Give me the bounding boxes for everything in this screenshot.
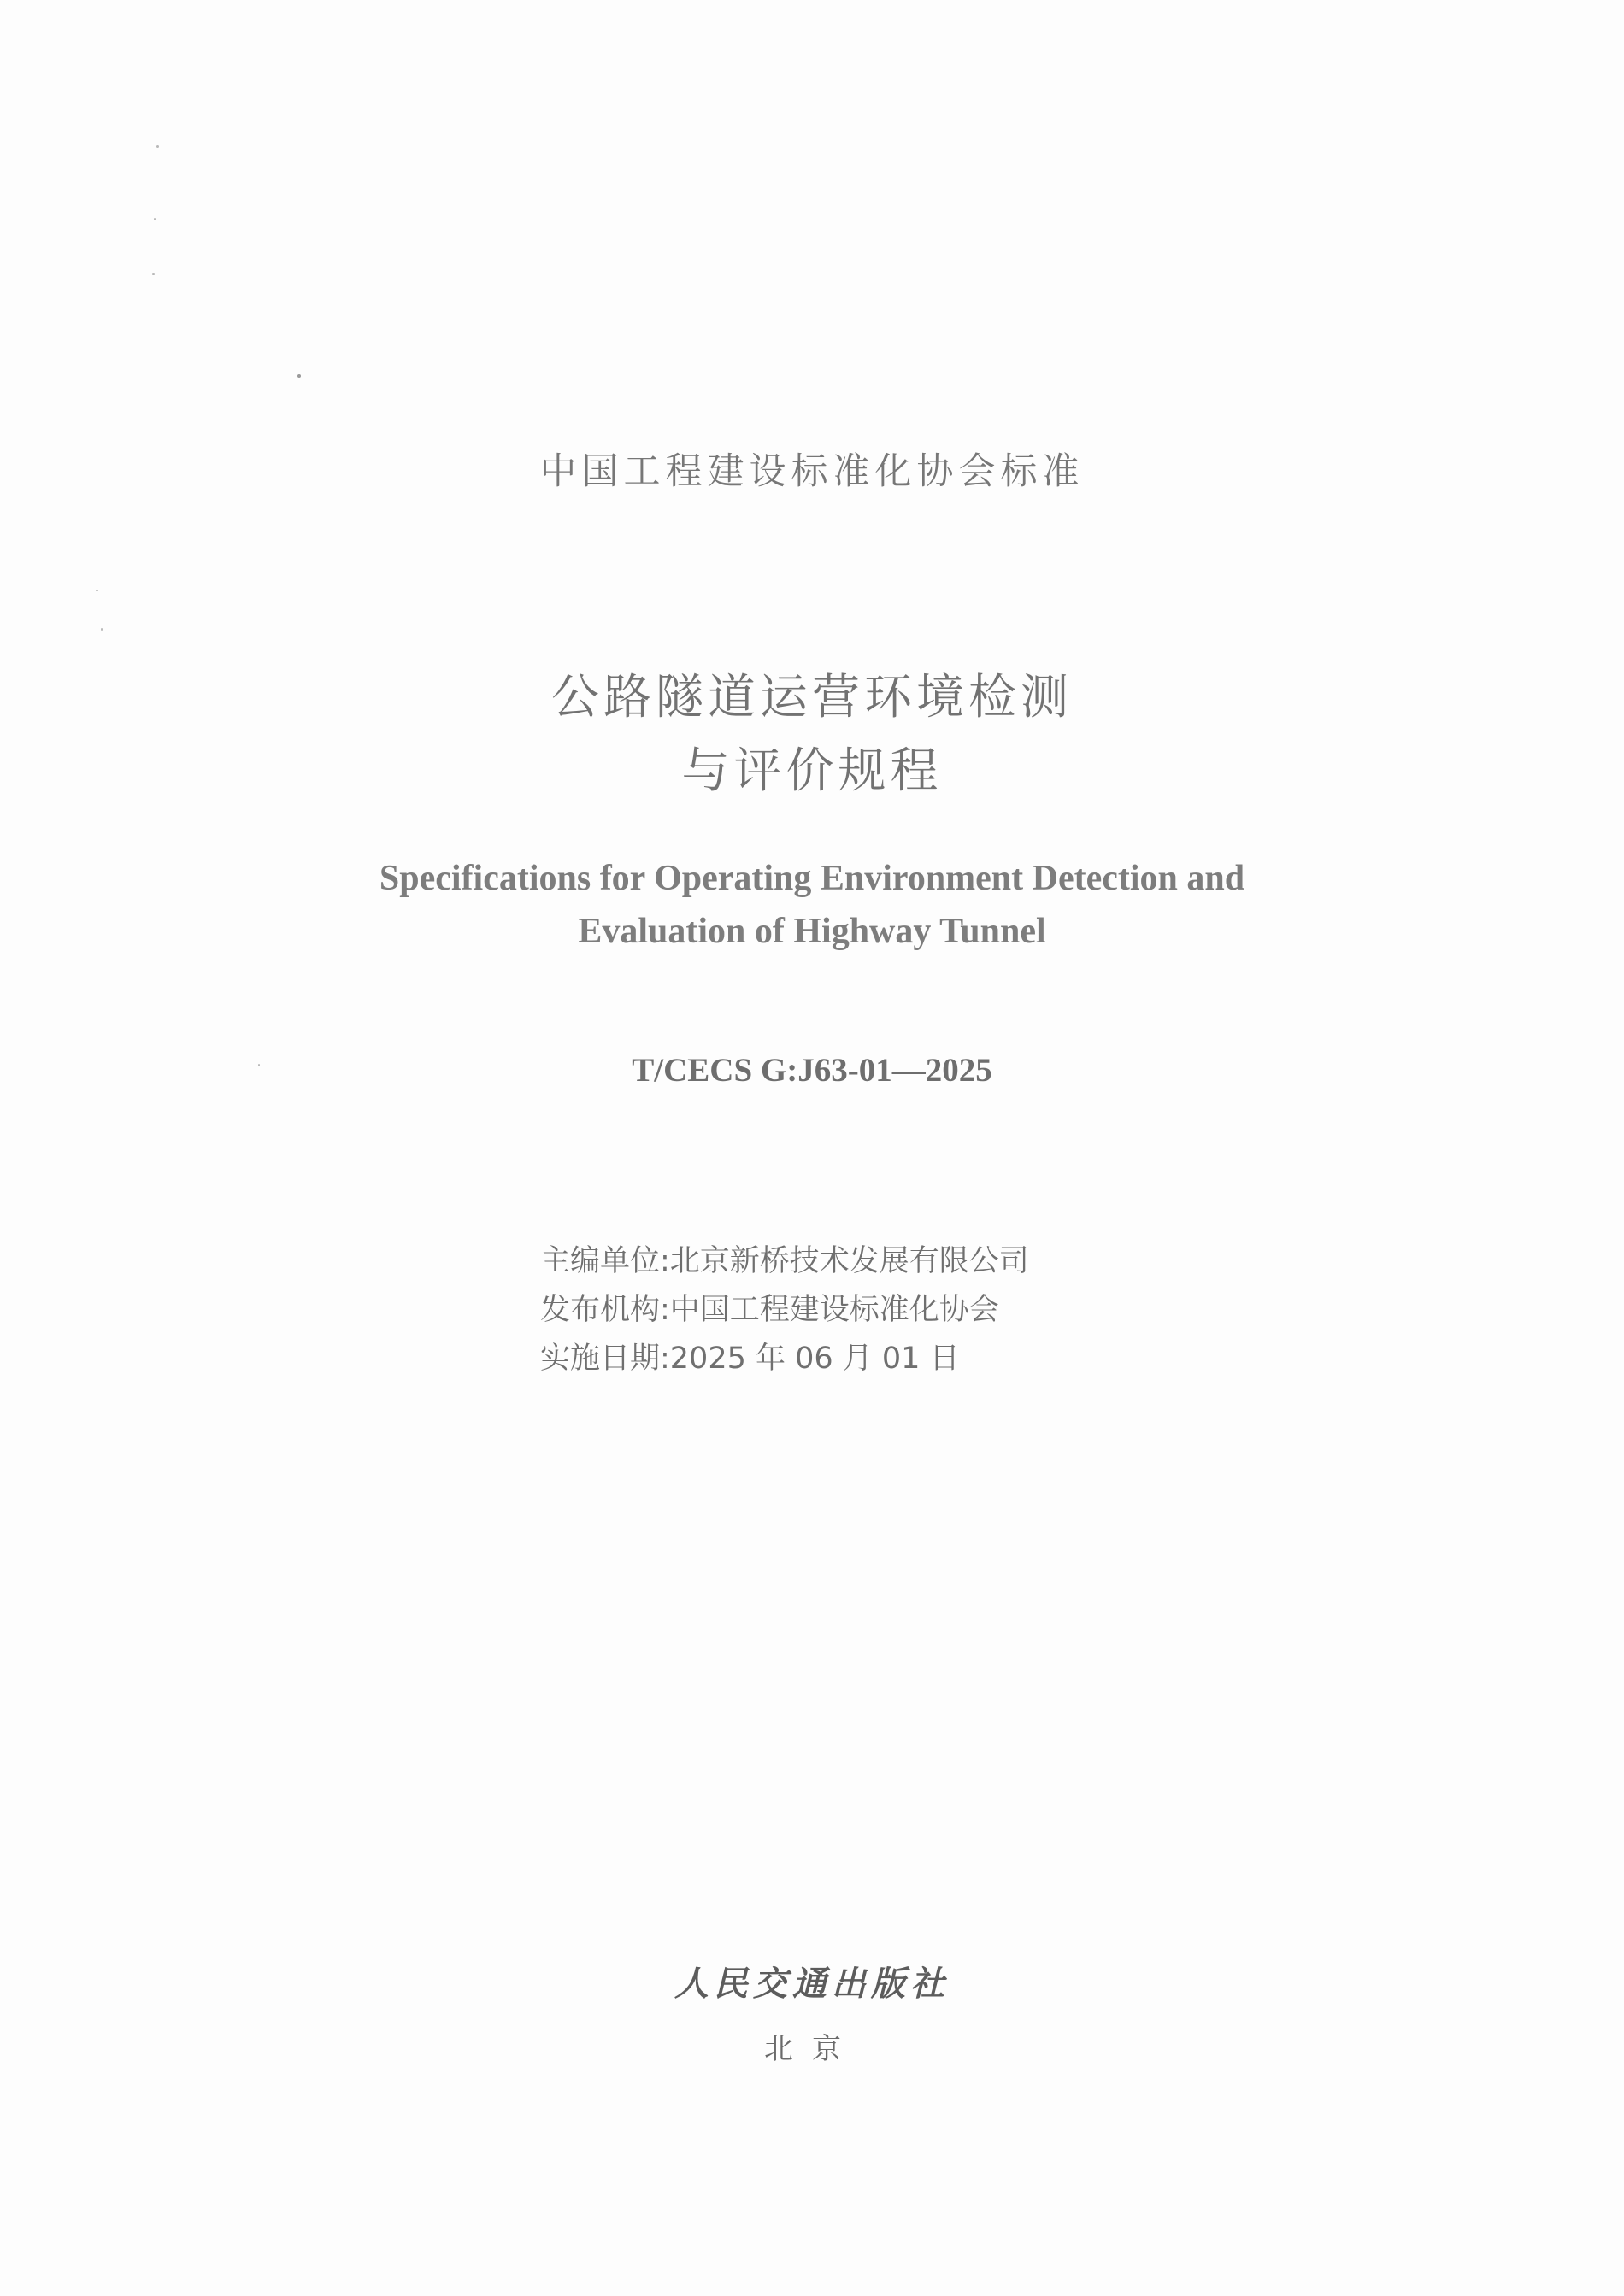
issuing-body: 发布机构:中国工程建设标准化协会 bbox=[540, 1293, 999, 1327]
document-title-en-line1: Specifications for Operating Environment Detection and bbox=[379, 859, 1245, 898]
publisher-name: 人民交通出版社 bbox=[674, 1964, 950, 2004]
document-title-cn-line1: 公路隧道运营环境检测 bbox=[551, 670, 1073, 725]
chief-editor-unit: 主编单位:北京新桥技术发展有限公司 bbox=[540, 1244, 1029, 1278]
organization-standard-label: 中国工程建设标准化协会标准 bbox=[539, 450, 1085, 493]
publisher-city: 北京 bbox=[764, 2032, 860, 2066]
standard-code: T/CECS G:J63-01—2025 bbox=[632, 1052, 992, 1089]
scan-speck bbox=[154, 218, 156, 220]
scan-speck bbox=[297, 374, 301, 378]
scan-speck bbox=[156, 145, 159, 148]
effective-date: 实施日期:2025 年 06 月 01 日 bbox=[540, 1342, 960, 1376]
document-title-cn-line2: 与评价规程 bbox=[681, 743, 943, 799]
scan-speck bbox=[152, 273, 155, 275]
scan-speck bbox=[96, 590, 98, 591]
scan-speck bbox=[101, 628, 103, 631]
document-title-en-line2: Evaluation of Highway Tunnel bbox=[578, 912, 1046, 951]
